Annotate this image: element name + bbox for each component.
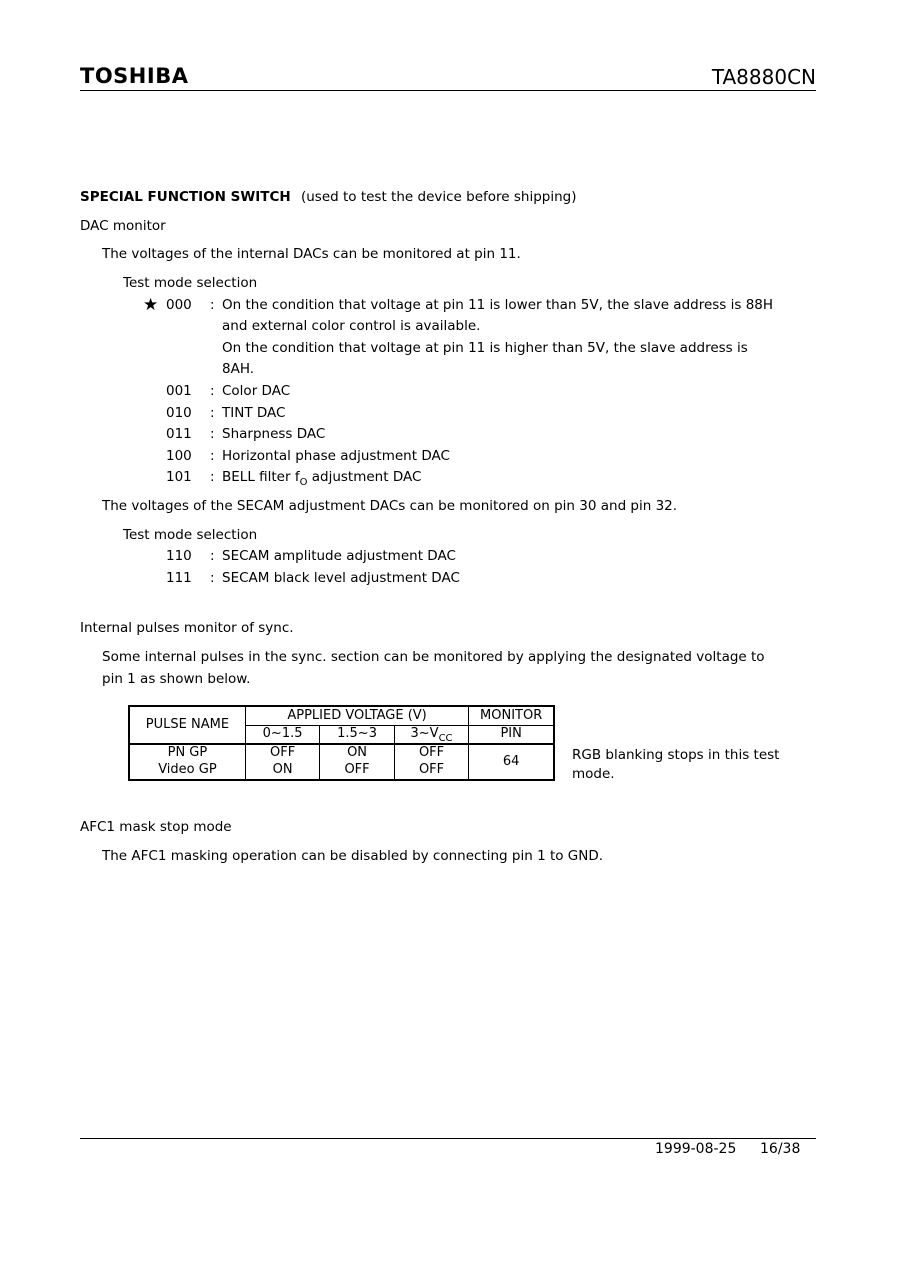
header-pin: PIN — [469, 725, 554, 744]
afc1-text: The AFC1 masking operation can be disabled by connecting pin 1 to GND. — [102, 848, 604, 864]
mode-desc — [222, 469, 422, 488]
mode-desc-pre: BELL filter f — [222, 469, 300, 485]
voltage-cell: OFF — [320, 762, 394, 780]
voltage-cell: ON — [245, 762, 319, 780]
mode-desc: TINT DAC — [222, 405, 286, 421]
mode-colon: : — [210, 383, 215, 399]
section-title-line — [80, 191, 577, 205]
mode-desc: SECAM amplitude adjustment DAC — [222, 548, 456, 564]
table-note: mode. — [572, 766, 615, 782]
part-number: TA8880CN — [711, 65, 816, 89]
secam-test-mode-label: Test mode selection — [123, 527, 258, 543]
mode-colon: : — [210, 548, 215, 564]
brand-logo: TOSHIBA — [80, 64, 189, 88]
mode-code: 111 — [166, 570, 192, 586]
mode-code: 001 — [166, 383, 192, 399]
pulse-table — [128, 705, 555, 781]
dac-monitor-heading: DAC monitor — [80, 218, 166, 234]
mode-code: 000 — [166, 297, 192, 313]
mode-code: 100 — [166, 448, 192, 464]
mode-000-line: and external color control is available. — [222, 318, 481, 334]
mode-desc: Horizontal phase adjustment DAC — [222, 448, 450, 464]
test-mode-label: Test mode selection — [123, 275, 258, 291]
star-icon: ★ — [143, 295, 159, 315]
header-pulse-name: PULSE NAME — [129, 706, 245, 744]
afc1-heading: AFC1 mask stop mode — [80, 819, 232, 835]
table-note: RGB blanking stops in this test — [572, 747, 780, 763]
header-voltage-range: 0~1.5 — [245, 725, 319, 744]
footer-date: 1999-08-25 — [655, 1141, 737, 1157]
mode-code: 110 — [166, 548, 192, 564]
mode-desc-post: adjustment DAC — [307, 469, 422, 485]
voltage-cell: OFF — [394, 744, 469, 762]
table-row — [129, 744, 554, 762]
mode-colon: : — [210, 426, 215, 442]
voltage-cell: ON — [320, 744, 394, 762]
header-rule — [80, 90, 816, 91]
mode-code: 011 — [166, 426, 192, 442]
footer-rule — [80, 1138, 816, 1139]
mode-colon: : — [210, 448, 215, 464]
pulse-name-cell: PN GP — [129, 744, 245, 762]
mode-desc: SECAM black level adjustment DAC — [222, 570, 460, 586]
mode-desc: Sharpness DAC — [222, 426, 326, 442]
monitor-pin-cell: 64 — [469, 744, 554, 780]
pulse-monitor-heading: Internal pulses monitor of sync. — [80, 620, 294, 636]
secam-intro: The voltages of the SECAM adjustment DACs can be monitored on pin 30 and pin 32. — [102, 498, 678, 514]
header-monitor: MONITOR — [469, 706, 554, 725]
voltage-range-main: 3~V — [410, 726, 439, 742]
section-title-note: (used to test the device before shipping) — [300, 189, 577, 205]
voltage-range-sub: CC — [438, 733, 453, 745]
voltage-cell: OFF — [394, 762, 469, 780]
mode-code: 101 — [166, 469, 192, 485]
mode-code: 010 — [166, 405, 192, 421]
section-title: SPECIAL FUNCTION SWITCH — [80, 189, 291, 205]
mode-desc: Color DAC — [222, 383, 291, 399]
mode-000-line: 8AH. — [222, 361, 255, 377]
mode-colon: : — [210, 297, 215, 313]
mode-colon: : — [210, 405, 215, 421]
page-number: 16/38 — [760, 1141, 801, 1157]
header-voltage-range: 1.5~3 — [320, 725, 394, 744]
mode-000-line: On the condition that voltage at pin 11 is higher than 5V, the slave address is — [222, 340, 748, 356]
mode-colon: : — [210, 469, 215, 485]
header-voltage-range — [394, 725, 469, 744]
header-applied-voltage: APPLIED VOLTAGE (V) — [245, 706, 468, 725]
pulse-monitor-text: pin 1 as shown below. — [102, 671, 251, 687]
pulse-monitor-text: Some internal pulses in the sync. section can be monitored by applying the designated voltage to — [102, 649, 765, 665]
mode-000-line: On the condition that voltage at pin 11 is lower than 5V, the slave address is 88H — [222, 297, 774, 313]
mode-desc-sub: O — [299, 477, 308, 488]
pulse-name-cell: Video GP — [129, 762, 245, 780]
voltage-cell: OFF — [245, 744, 319, 762]
dac-monitor-intro: The voltages of the internal DACs can be monitored at pin 11. — [102, 246, 521, 262]
mode-colon: : — [210, 570, 215, 586]
